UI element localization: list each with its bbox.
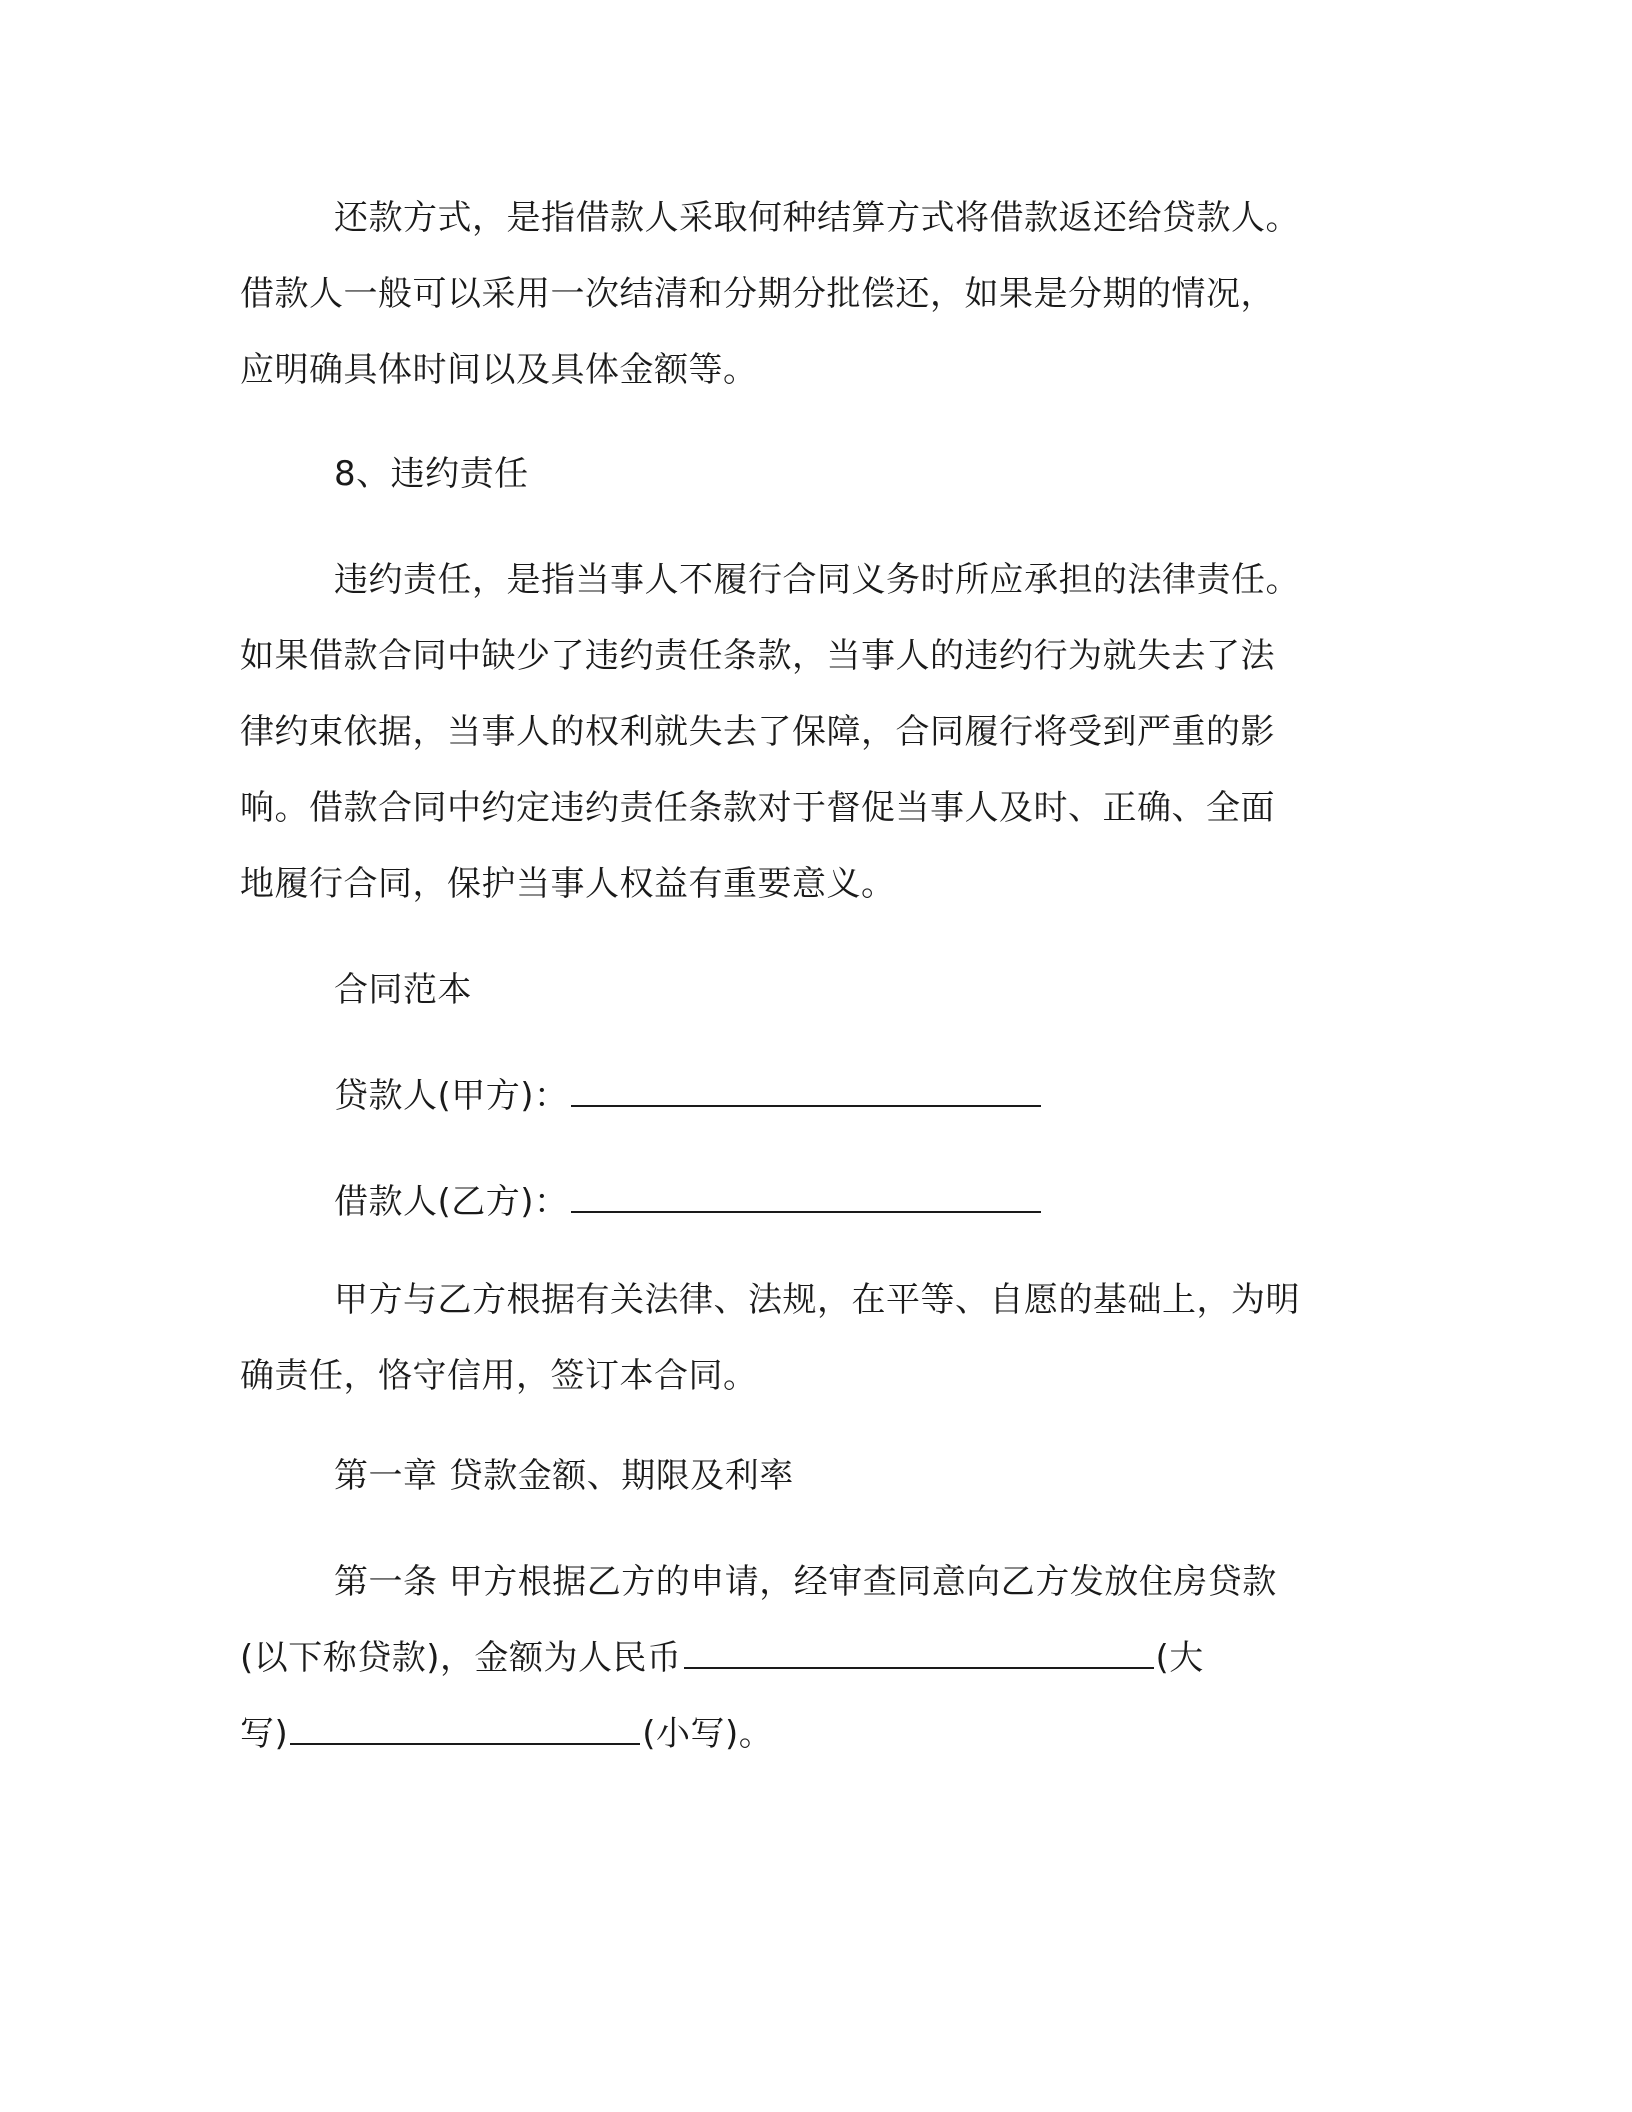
borrower-blank-field[interactable] bbox=[571, 1167, 1041, 1213]
paragraph-line: 地履行合同，保护当事人权益有重要意义。 bbox=[240, 864, 896, 904]
paragraph-line: 如果借款合同中缺少了违约责任条款，当事人的违约行为就失去了法 bbox=[240, 636, 1275, 676]
paragraph-line: 借款人一般可以采用一次结清和分期分批偿还，如果是分期的情况， bbox=[240, 274, 1275, 314]
paragraph-line: 响。借款合同中约定违约责任条款对于督促当事人及时、正确、全面 bbox=[240, 788, 1275, 828]
borrower-line bbox=[334, 1164, 1043, 1240]
paragraph-line: 律约束依据，当事人的权利就失去了保障，合同履行将受到严重的影 bbox=[240, 712, 1275, 752]
lender-blank-field[interactable] bbox=[571, 1061, 1041, 1107]
amount-uppercase-blank-field[interactable] bbox=[684, 1623, 1154, 1669]
borrower-label: 借款人(乙方)： bbox=[334, 1182, 569, 1222]
article-1-amount-line bbox=[240, 1620, 1380, 1696]
paragraph-line: 确责任，恪守信用，签订本合同。 bbox=[240, 1356, 758, 1396]
lender-label: 贷款人(甲方)： bbox=[334, 1076, 569, 1116]
paragraph-intro bbox=[240, 1262, 1380, 1414]
paragraph-line: 违约责任，是指当事人不履行合同义务时所应承担的法律责任。 bbox=[334, 560, 1300, 600]
article-1-amount-line-2 bbox=[240, 1696, 1380, 1772]
article-1 bbox=[240, 1544, 1380, 1772]
chapter-heading: 第一章 贷款金额、期限及利率 bbox=[334, 1456, 794, 1496]
template-heading: 合同范本 bbox=[334, 970, 472, 1010]
amount-lowercase-blank-field[interactable] bbox=[290, 1699, 640, 1745]
section-heading-breach: 8、违约责任 bbox=[334, 454, 529, 494]
amount-lowercase-label: (小写)。 bbox=[642, 1714, 774, 1754]
paragraph-line: 第一条 甲方根据乙方的申请，经审查同意向乙方发放住房贷款 bbox=[334, 1562, 1277, 1602]
paragraph-line: 甲方与乙方根据有关法律、法规，在平等、自愿的基础上，为明 bbox=[334, 1280, 1300, 1320]
paragraph-repayment bbox=[240, 180, 1380, 408]
amount-label: (以下称贷款)，金额为人民币 bbox=[240, 1638, 682, 1678]
paragraph-line: 还款方式，是指借款人采取何种结算方式将借款返还给贷款人。 bbox=[334, 198, 1300, 238]
amount-uppercase-label: (大 bbox=[1155, 1638, 1204, 1678]
paragraph-line: 应明确具体时间以及具体金额等。 bbox=[240, 350, 758, 390]
amount-uppercase-label-end: 写) bbox=[240, 1714, 289, 1754]
lender-line bbox=[334, 1058, 1043, 1134]
paragraph-breach bbox=[240, 542, 1380, 922]
